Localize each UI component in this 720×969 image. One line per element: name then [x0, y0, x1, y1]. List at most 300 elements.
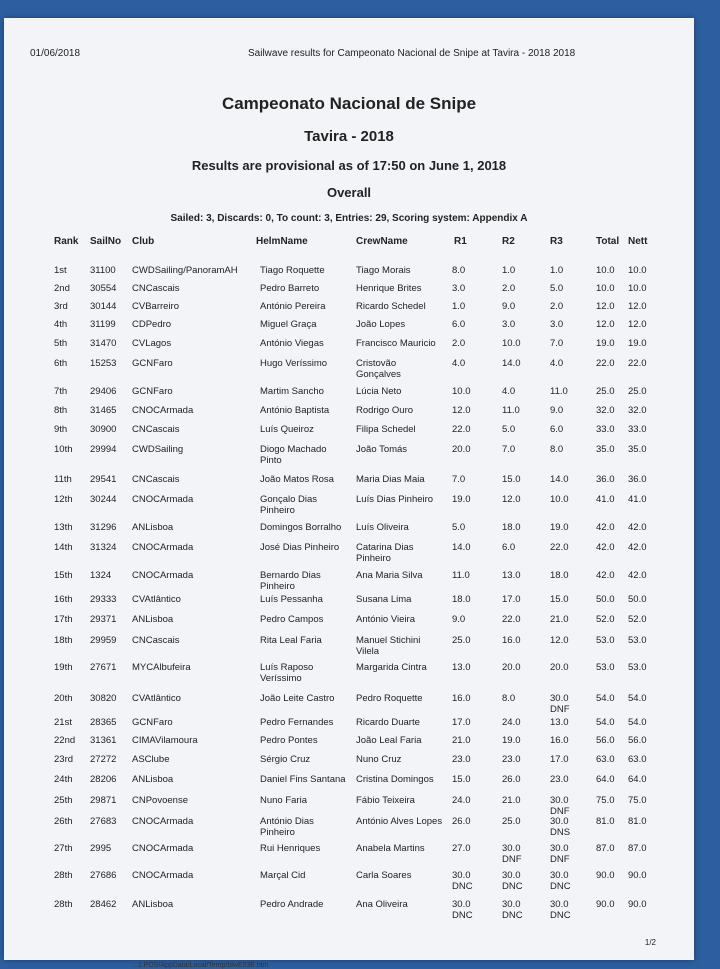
r3-cell: 17.0: [550, 754, 569, 765]
r1-cell: 25.0: [452, 635, 471, 646]
r2-cell: 12.0: [502, 494, 521, 505]
sailno-cell: 27686: [90, 870, 117, 881]
r3-cell: 7.0: [550, 338, 564, 349]
nett-cell: 12.0: [628, 301, 647, 312]
rank-cell: 3rd: [54, 301, 68, 312]
sailno-cell: 31296: [90, 522, 117, 533]
sailno-cell: 27683: [90, 816, 117, 827]
r2-cell: 15.0: [502, 474, 521, 485]
col-header-rank: Rank: [54, 236, 79, 247]
crew-cell: Maria Dias Maia: [356, 474, 425, 485]
helm-cell: José Dias Pinheiro: [260, 542, 340, 553]
col-header-club: Club: [132, 236, 155, 247]
rank-cell: 2nd: [54, 283, 70, 294]
col-header-sailno: SailNo: [90, 236, 122, 247]
helm-cell: Nuno Faria: [260, 795, 307, 806]
r3-cell: 10.0: [550, 494, 569, 505]
total-cell: 12.0: [596, 301, 615, 312]
club-cell: CVBarreiro: [132, 301, 179, 312]
helm-cell: Marçal Cid: [260, 870, 306, 881]
helm-cell: João Matos Rosa: [260, 474, 334, 485]
crew-cell: Pedro Roquette: [356, 693, 423, 704]
r1-cell: 7.0: [452, 474, 466, 485]
col-header-nett: Nett: [628, 236, 648, 247]
total-cell: 42.0: [596, 542, 615, 553]
rank-cell: 7th: [54, 386, 68, 397]
col-header-crew: CrewName: [356, 236, 408, 247]
col-header-r1: R1: [454, 236, 467, 247]
helm-cell: Pedro Pontes: [260, 735, 318, 746]
rank-cell: 14th: [54, 542, 73, 553]
total-cell: 52.0: [596, 614, 615, 625]
total-cell: 35.0: [596, 444, 615, 455]
r3-cell: 30.0 DNC: [550, 899, 571, 921]
r2-cell: 14.0: [502, 358, 521, 369]
helm-cell: António Pereira: [260, 301, 326, 312]
r1-cell: 1.0: [452, 301, 466, 312]
col-header-helm: HelmName: [256, 236, 308, 247]
nett-cell: 90.0: [628, 870, 647, 881]
r2-cell: 2.0: [502, 283, 516, 294]
sailno-cell: 30554: [90, 283, 117, 294]
r2-cell: 20.0: [502, 662, 521, 673]
r2-cell: 17.0: [502, 594, 521, 605]
col-header-total: Total: [596, 236, 620, 247]
crew-cell: Tiago Morais: [356, 265, 411, 276]
total-cell: 50.0: [596, 594, 615, 605]
nett-cell: 19.0: [628, 338, 647, 349]
crew-cell: Cristina Domingos: [356, 774, 434, 785]
helm-cell: Luís Queiroz: [260, 424, 314, 435]
total-cell: 32.0: [596, 405, 615, 416]
sailno-cell: 31361: [90, 735, 117, 746]
r3-cell: 30.0 DNS: [550, 816, 571, 838]
crew-cell: João Leal Faria: [356, 735, 422, 746]
rank-cell: 27th: [54, 843, 73, 854]
crew-cell: Cristovão Gonçalves: [356, 358, 401, 380]
club-cell: CWDSailing/PanoramAH: [132, 265, 238, 276]
club-cell: CNOCArmada: [132, 405, 194, 416]
club-cell: ASClube: [132, 754, 170, 765]
nett-cell: 12.0: [628, 319, 647, 330]
rank-cell: 22nd: [54, 735, 76, 746]
nett-cell: 54.0: [628, 693, 647, 704]
helm-cell: Miguel Graça: [260, 319, 317, 330]
r2-cell: 22.0: [502, 614, 521, 625]
club-cell: GCNFaro: [132, 386, 173, 397]
sailno-cell: 28365: [90, 717, 117, 728]
rank-cell: 12th: [54, 494, 73, 505]
r1-cell: 20.0: [452, 444, 471, 455]
r1-cell: 22.0: [452, 424, 471, 435]
nett-cell: 53.0: [628, 662, 647, 673]
nett-cell: 42.0: [628, 542, 647, 553]
club-cell: ANLisboa: [132, 774, 174, 785]
total-cell: 19.0: [596, 338, 615, 349]
nett-cell: 56.0: [628, 735, 647, 746]
club-cell: CNPovoense: [132, 795, 188, 806]
r1-cell: 19.0: [452, 494, 471, 505]
club-cell: CNOCArmada: [132, 570, 194, 581]
crew-cell: João Lopes: [356, 319, 406, 330]
club-cell: CNOCArmada: [132, 870, 194, 881]
club-cell: ANLisboa: [132, 899, 174, 910]
crew-cell: Ana Oliveira: [356, 899, 408, 910]
r3-cell: 1.0: [550, 265, 564, 276]
helm-cell: Rui Henriques: [260, 843, 321, 854]
r3-cell: 23.0: [550, 774, 569, 785]
crew-cell: Lúcia Neto: [356, 386, 402, 397]
print-date: 01/06/2018: [30, 48, 81, 59]
r1-cell: 21.0: [452, 735, 471, 746]
event-title: Campeonato Nacional de Snipe: [221, 94, 477, 113]
r1-cell: 2.0: [452, 338, 466, 349]
nett-cell: 90.0: [628, 899, 647, 910]
r2-cell: 16.0: [502, 635, 521, 646]
sailno-cell: 30244: [90, 494, 117, 505]
r1-cell: 16.0: [452, 693, 471, 704]
r2-cell: 30.0 DNC: [502, 870, 523, 892]
crew-cell: Francisco Mauricio: [356, 338, 436, 349]
sailno-cell: 30820: [90, 693, 117, 704]
total-cell: 63.0: [596, 754, 615, 765]
total-cell: 81.0: [596, 816, 615, 827]
club-cell: ANLisboa: [132, 522, 174, 533]
helm-cell: Domingos Borralho: [260, 522, 342, 533]
rank-cell: 13th: [54, 522, 73, 533]
r1-cell: 14.0: [452, 542, 471, 553]
sailno-cell: 1324: [90, 570, 112, 581]
total-cell: 90.0: [596, 899, 615, 910]
r2-cell: 9.0: [502, 301, 516, 312]
sailno-cell: 31199: [90, 319, 116, 330]
r1-cell: 17.0: [452, 717, 471, 728]
sailno-cell: 29406: [90, 386, 117, 397]
nett-cell: 75.0: [628, 795, 647, 806]
r2-cell: 30.0 DNF: [502, 843, 522, 865]
crew-cell: Filipa Schedel: [356, 424, 416, 435]
r1-cell: 5.0: [452, 522, 466, 533]
r2-cell: 18.0: [502, 522, 521, 533]
r2-cell: 24.0: [502, 717, 521, 728]
r1-cell: 4.0: [452, 358, 466, 369]
helm-cell: Martim Sancho: [260, 386, 324, 397]
crew-cell: Anabela Martins: [356, 843, 425, 854]
rank-cell: 26th: [54, 816, 73, 827]
nett-cell: 81.0: [628, 816, 647, 827]
results-sheet: [4, 18, 694, 969]
sailno-cell: 30900: [90, 424, 117, 435]
crew-cell: Nuno Cruz: [356, 754, 402, 765]
club-cell: CVAtlântico: [132, 693, 181, 704]
provisional-note: Results are provisional as of 17:50 on June 1, 2018: [191, 158, 507, 173]
crew-cell: António Vieira: [356, 614, 415, 625]
print-header-title: Sailwave results for Campeonato Nacional de Snipe at Tavira - 2018 2018: [248, 48, 576, 59]
r1-cell: 24.0: [452, 795, 471, 806]
rank-cell: 1st: [54, 265, 67, 276]
total-cell: 54.0: [596, 693, 615, 704]
helm-cell: Diogo Machado Pinto: [260, 444, 327, 466]
r2-cell: 1.0: [502, 265, 516, 276]
nett-cell: 10.0: [628, 283, 647, 294]
nett-cell: 50.0: [628, 594, 647, 605]
nett-cell: 87.0: [628, 843, 647, 854]
r3-cell: 2.0: [550, 301, 564, 312]
nett-cell: 25.0: [628, 386, 647, 397]
section-title: Overall: [326, 185, 372, 200]
total-cell: 42.0: [596, 522, 615, 533]
rank-cell: 23rd: [54, 754, 74, 765]
club-cell: CNOCArmada: [132, 816, 194, 827]
total-cell: 90.0: [596, 870, 615, 881]
crew-cell: Catarina Dias Pinheiro: [356, 542, 414, 564]
total-cell: 53.0: [596, 635, 615, 646]
crew-cell: Margarida Cintra: [356, 662, 427, 673]
r3-cell: 18.0: [550, 570, 569, 581]
crew-cell: João Tomás: [356, 444, 408, 455]
club-cell: MYCAlbufeira: [132, 662, 191, 673]
rank-cell: 8th: [54, 405, 68, 416]
sailno-cell: 29541: [90, 474, 117, 485]
scoring-summary: Sailed: 3, Discards: 0, To count: 3, Entries: 29, Scoring system: Appendix A: [170, 213, 528, 224]
r1-cell: 8.0: [452, 265, 466, 276]
total-cell: 25.0: [596, 386, 615, 397]
r3-cell: 30.0 DNC: [550, 870, 571, 892]
r2-cell: 4.0: [502, 386, 516, 397]
r3-cell: 30.0 DNF: [550, 693, 570, 715]
r3-cell: 16.0: [550, 735, 569, 746]
helm-cell: Pedro Fernandes: [260, 717, 334, 728]
r3-cell: 6.0: [550, 424, 564, 435]
helm-cell: João Leite Castro: [260, 693, 335, 704]
r3-cell: 19.0: [550, 522, 569, 533]
helm-cell: António Dias Pinheiro: [260, 816, 314, 838]
rank-cell: 11th: [54, 474, 72, 485]
nett-cell: 35.0: [628, 444, 647, 455]
r2-cell: 11.0: [502, 405, 520, 416]
club-cell: CNOCArmada: [132, 494, 194, 505]
col-header-r3: R3: [550, 236, 563, 247]
r1-cell: 30.0 DNC: [452, 899, 473, 921]
club-cell: ANLisboa: [132, 614, 174, 625]
nett-cell: 10.0: [628, 265, 647, 276]
r1-cell: 9.0: [452, 614, 466, 625]
sailno-cell: 27671: [90, 662, 117, 673]
crew-cell: Ricardo Schedel: [356, 301, 426, 312]
r2-cell: 30.0 DNC: [502, 899, 523, 921]
r1-cell: 12.0: [452, 405, 471, 416]
sailno-cell: 29871: [90, 795, 117, 806]
r2-cell: 21.0: [502, 795, 521, 806]
total-cell: 64.0: [596, 774, 615, 785]
nett-cell: 33.0: [628, 424, 647, 435]
club-cell: GCNFaro: [132, 358, 173, 369]
nett-cell: 36.0: [628, 474, 647, 485]
rank-cell: 19th: [54, 662, 73, 673]
helm-cell: Daniel Fins Santana: [260, 774, 346, 785]
rank-cell: 21st: [54, 717, 72, 728]
rank-cell: 16th: [54, 594, 73, 605]
club-cell: CDPedro: [132, 319, 172, 330]
r2-cell: 3.0: [502, 319, 516, 330]
helm-cell: Luís Pessanha: [260, 594, 323, 605]
crew-cell: Rodrigo Ouro: [356, 405, 414, 416]
r3-cell: 13.0: [550, 717, 569, 728]
nett-cell: 64.0: [628, 774, 647, 785]
helm-cell: Gonçalo Dias Pinheiro: [260, 494, 318, 516]
r1-cell: 30.0 DNC: [452, 870, 473, 892]
club-cell: CVAtlântico: [132, 594, 181, 605]
club-cell: CNCascais: [132, 283, 180, 294]
crew-cell: Luís Dias Pinheiro: [356, 494, 434, 505]
r3-cell: 14.0: [550, 474, 569, 485]
club-cell: CVLagos: [132, 338, 172, 349]
r2-cell: 23.0: [502, 754, 521, 765]
crew-cell: Manuel Stichini Vilela: [356, 635, 421, 657]
rank-cell: 28th: [54, 899, 73, 910]
rank-cell: 5th: [54, 338, 68, 349]
sailno-cell: 29959: [90, 635, 117, 646]
r2-cell: 7.0: [502, 444, 516, 455]
r2-cell: 19.0: [502, 735, 521, 746]
total-cell: 56.0: [596, 735, 615, 746]
club-cell: GCNFaro: [132, 717, 173, 728]
crew-cell: Ricardo Duarte: [356, 717, 420, 728]
crew-cell: Carla Soares: [356, 870, 412, 881]
rank-cell: 17th: [54, 614, 73, 625]
rank-cell: 18th: [54, 635, 73, 646]
nett-cell: 41.0: [628, 494, 647, 505]
r1-cell: 26.0: [452, 816, 471, 827]
helm-cell: Bernardo Dias Pinheiro: [260, 570, 321, 592]
total-cell: 41.0: [596, 494, 615, 505]
r1-cell: 10.0: [452, 386, 471, 397]
total-cell: 10.0: [596, 265, 615, 276]
crew-cell: Fábio Teixeira: [356, 795, 415, 806]
nett-cell: 54.0: [628, 717, 647, 728]
nett-cell: 52.0: [628, 614, 647, 625]
page-number: 1/2: [644, 938, 656, 947]
sailno-cell: 31100: [90, 265, 116, 276]
club-cell: CWDSailing: [132, 444, 184, 455]
helm-cell: Pedro Andrade: [260, 899, 324, 910]
r3-cell: 4.0: [550, 358, 564, 369]
r3-cell: 9.0: [550, 405, 564, 416]
crew-cell: António Alves Lopes: [356, 816, 443, 827]
rank-cell: 20th: [54, 693, 73, 704]
r1-cell: 18.0: [452, 594, 471, 605]
total-cell: 33.0: [596, 424, 615, 435]
total-cell: 42.0: [596, 570, 615, 581]
nett-cell: 42.0: [628, 570, 647, 581]
r3-cell: 15.0: [550, 594, 569, 605]
r2-cell: 26.0: [502, 774, 521, 785]
helm-cell: Pedro Campos: [260, 614, 324, 625]
total-cell: 87.0: [596, 843, 615, 854]
r3-cell: 20.0: [550, 662, 569, 673]
r1-cell: 6.0: [452, 319, 466, 330]
nett-cell: 53.0: [628, 635, 647, 646]
r3-cell: 21.0: [550, 614, 569, 625]
helm-cell: António Baptista: [260, 405, 330, 416]
sailno-cell: 29333: [90, 594, 117, 605]
crew-cell: Ana Maria Silva: [356, 570, 423, 581]
rank-cell: 24th: [54, 774, 73, 785]
crew-cell: Luís Oliveira: [356, 522, 409, 533]
nett-cell: 32.0: [628, 405, 647, 416]
club-cell: CNOCArmada: [132, 542, 194, 553]
total-cell: 54.0: [596, 717, 615, 728]
r1-cell: 23.0: [452, 754, 471, 765]
total-cell: 12.0: [596, 319, 615, 330]
club-cell: CNCascais: [132, 635, 180, 646]
club-cell: CIMAVilamoura: [132, 735, 198, 746]
crew-cell: Susana Lima: [356, 594, 412, 605]
club-cell: CNOCArmada: [132, 843, 194, 854]
r2-cell: 25.0: [502, 816, 521, 827]
r3-cell: 30.0 DNF: [550, 795, 570, 817]
col-header-r2: R2: [502, 236, 515, 247]
r1-cell: 27.0: [452, 843, 471, 854]
total-cell: 75.0: [596, 795, 615, 806]
crew-cell: Henrique Brites: [356, 283, 422, 294]
total-cell: 36.0: [596, 474, 615, 485]
r1-cell: 15.0: [452, 774, 471, 785]
venue-title: Tavira - 2018: [304, 128, 394, 145]
r3-cell: 5.0: [550, 283, 564, 294]
nett-cell: 22.0: [628, 358, 647, 369]
r3-cell: 22.0: [550, 542, 569, 553]
r1-cell: 11.0: [452, 570, 470, 581]
rank-cell: 15th: [54, 570, 73, 581]
r3-cell: 11.0: [550, 386, 568, 397]
club-cell: CNCascais: [132, 474, 180, 485]
rank-cell: 9th: [54, 424, 68, 435]
total-cell: 10.0: [596, 283, 615, 294]
helm-cell: Sérgio Cruz: [260, 754, 311, 765]
sailno-cell: 30144: [90, 301, 117, 312]
r3-cell: 30.0 DNF: [550, 843, 570, 865]
helm-cell: Pedro Barreto: [260, 283, 320, 294]
r3-cell: 8.0: [550, 444, 564, 455]
total-cell: 53.0: [596, 662, 615, 673]
sailno-cell: 31470: [90, 338, 117, 349]
r3-cell: 3.0: [550, 319, 564, 330]
sailno-cell: 15253: [90, 358, 117, 369]
helm-cell: António Viegas: [260, 338, 324, 349]
sailno-cell: 31324: [90, 542, 117, 553]
r2-cell: 8.0: [502, 693, 516, 704]
r2-cell: 10.0: [502, 338, 521, 349]
sailno-cell: 29371: [90, 614, 117, 625]
helm-cell: Tiago Roquette: [260, 265, 325, 276]
helm-cell: Hugo Veríssimo: [260, 358, 328, 369]
nett-cell: 63.0: [628, 754, 647, 765]
sailno-cell: 27272: [90, 754, 117, 765]
r1-cell: 3.0: [452, 283, 466, 294]
rank-cell: 28th: [54, 870, 73, 881]
total-cell: 22.0: [596, 358, 615, 369]
r2-cell: 13.0: [502, 570, 521, 581]
club-cell: CNCascais: [132, 424, 180, 435]
file-path: ...1.POS/AppData/Local/Temp/blwE53E.htm: [132, 962, 269, 969]
sailno-cell: 28462: [90, 899, 117, 910]
r1-cell: 13.0: [452, 662, 471, 673]
r3-cell: 12.0: [550, 635, 569, 646]
sailno-cell: 28206: [90, 774, 117, 785]
r2-cell: 5.0: [502, 424, 516, 435]
sailno-cell: 31465: [90, 405, 117, 416]
